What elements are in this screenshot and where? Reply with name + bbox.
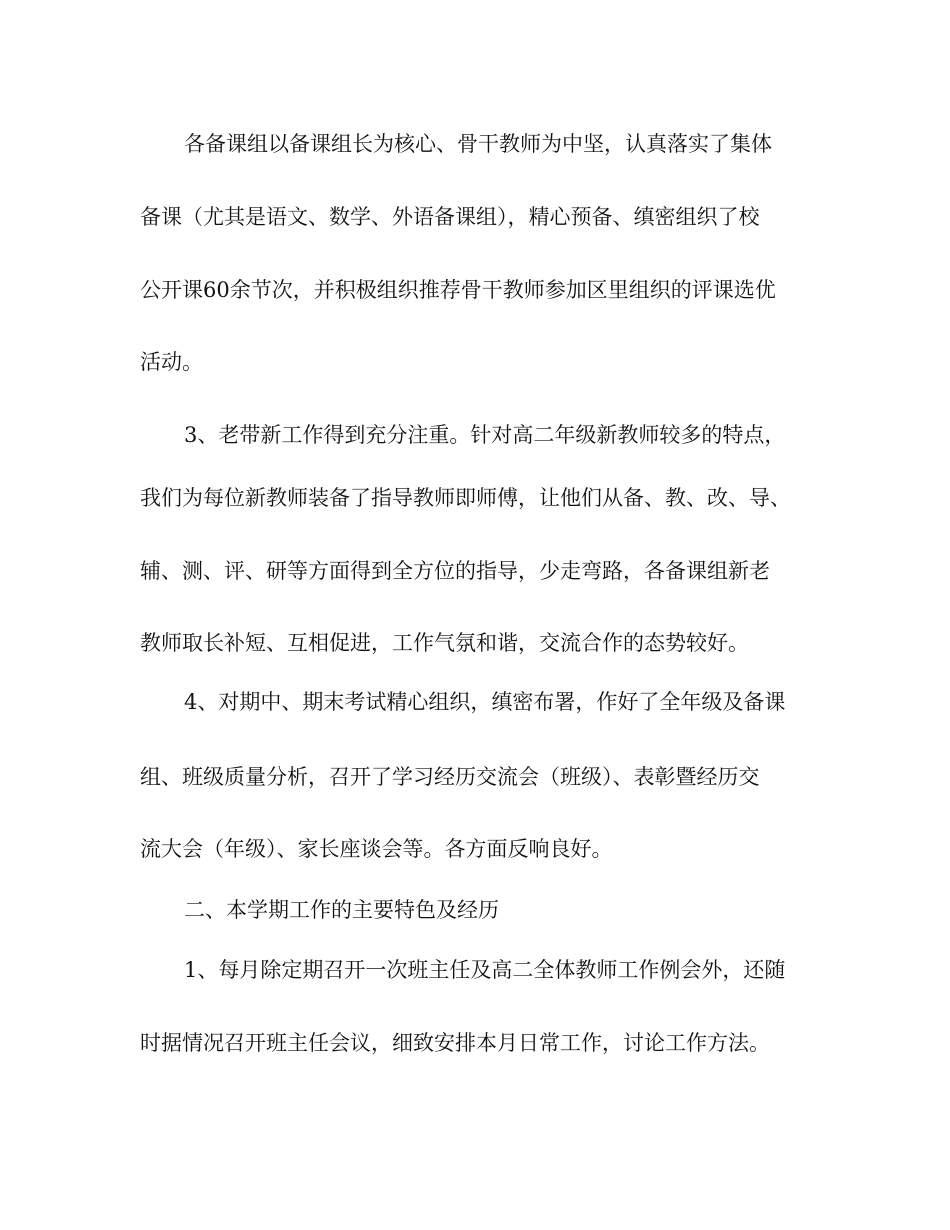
paragraph-line: 时据情况召开班主任会议，细致安排本月日常工作，讨论工作方法。 <box>140 1031 770 1055</box>
paragraph-line: 流大会（年级）、家长座谈会等。各方面反响良好。 <box>140 837 613 861</box>
paragraph-line: 辅、测、评、研等方面得到全方位的指导，少走弯路，各备课组新老 <box>140 559 770 583</box>
paragraph-line: 教师取长补短、互相促进，工作气氛和谐，交流合作的态势较好。 <box>140 631 749 655</box>
paragraph-line: 各备课组以备课组长为核心、骨干教师为中坚，认真落实了集体 <box>184 132 772 156</box>
paragraph-line: 1、每月除定期召开一次班主任及高二全体教师工作例会外，还随 <box>184 958 786 982</box>
paragraph-line: 组、班级质量分析，召开了学习经历交流会（班级）、表彰暨经历交 <box>140 765 760 789</box>
section-heading: 二、本学期工作的主要特色及经历 <box>184 898 499 922</box>
paragraph-line: 我们为每位新教师装备了指导教师即师傅，让他们从备、教、改、导、 <box>140 486 791 510</box>
paragraph-line: 备课（尤其是语文、数学、外语备课组），精心预备、缜密组织了校 <box>140 205 760 229</box>
paragraph-line: 4、对期中、期末考试精心组织，缜密布署，作好了全年级及备课 <box>184 690 786 714</box>
paragraph-line: 活动。 <box>140 350 203 374</box>
paragraph-line: 公开课60余节次，并积极组织推荐骨干教师参加区里组织的评课选优 <box>140 278 776 302</box>
paragraph-line: 3、老带新工作得到充分注重。针对高二年级新教师较多的特点， <box>184 423 786 447</box>
